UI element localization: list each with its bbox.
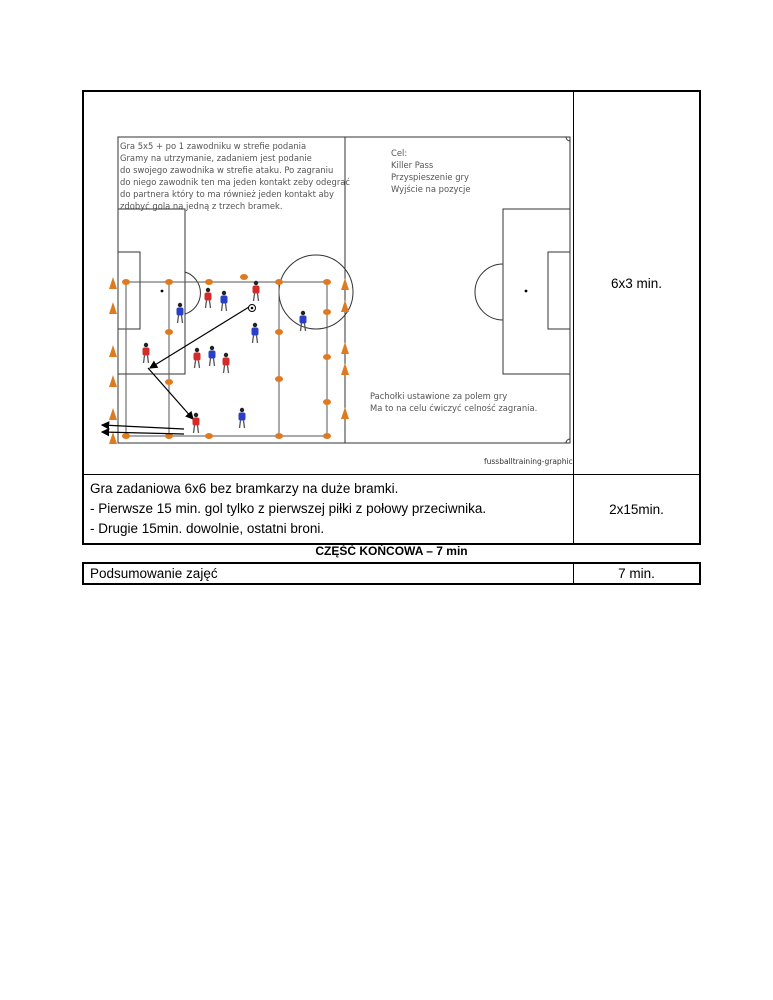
shot-arrow xyxy=(102,432,184,434)
tall-cone xyxy=(109,408,117,420)
pass-arrow xyxy=(148,368,193,419)
cone xyxy=(122,279,130,285)
tall-cone xyxy=(109,345,117,357)
ball-icon xyxy=(249,305,256,312)
player-red xyxy=(194,348,201,368)
cone xyxy=(240,274,248,280)
drill-diagram-cell xyxy=(84,92,574,474)
left-goal-area xyxy=(118,252,140,329)
pitch-svg xyxy=(84,92,573,473)
right-penalty-area xyxy=(503,209,570,374)
tall-cone xyxy=(341,278,349,290)
cone xyxy=(275,329,283,335)
tall-cone xyxy=(341,407,349,419)
cone xyxy=(165,329,173,335)
attack-zone xyxy=(279,282,327,436)
player-blue xyxy=(239,408,246,428)
pass-arrows xyxy=(102,307,249,434)
cone xyxy=(275,376,283,382)
drill-goals: Cel: Killer Pass Przyspieszenie gry Wyjście na pozycje xyxy=(391,148,471,194)
right-goal-area xyxy=(548,252,570,329)
cone xyxy=(205,279,213,285)
cone xyxy=(275,279,283,285)
player-red xyxy=(193,413,200,433)
player-blue xyxy=(209,346,216,366)
player-blue xyxy=(221,291,228,311)
game-line: - Drugie 15min. dowolnie, ostatni broni. xyxy=(90,521,325,536)
cone xyxy=(122,433,130,439)
drill-table xyxy=(82,90,701,545)
cone xyxy=(323,309,331,315)
tall-cone xyxy=(341,363,349,375)
cone xyxy=(323,399,331,405)
left-penalty-area xyxy=(118,209,185,374)
cone xyxy=(323,354,331,360)
drill-duration: 6x3 min. xyxy=(610,275,663,291)
tall-cone xyxy=(109,375,117,387)
cone xyxy=(165,279,173,285)
drill-row xyxy=(84,92,699,475)
cone xyxy=(323,279,331,285)
shot-arrow xyxy=(102,425,184,429)
game-description xyxy=(84,475,574,543)
left-penalty-arc xyxy=(185,272,200,314)
diagram-credit: fussballtraining-graphic xyxy=(484,457,573,466)
tall-cone xyxy=(109,432,117,444)
corner-arc-tr xyxy=(566,137,570,141)
cone xyxy=(323,433,331,439)
player-blue xyxy=(177,303,184,323)
tall-cone xyxy=(109,302,117,314)
summary-label: Podsumowanie zajęć xyxy=(84,564,574,583)
corner-arc-br xyxy=(566,439,570,443)
drill-note: Pachołki ustawione za polem gry Ma to na celu ćwiczyć celność zagrania. xyxy=(370,391,538,413)
summary-table xyxy=(82,562,701,585)
game-line: - Pierwsze 15 min. gol tylko z pierwszej piłki z połowy przeciwnika. xyxy=(90,501,487,516)
right-penalty-arc xyxy=(475,264,503,320)
cone xyxy=(165,379,173,385)
player-red xyxy=(253,281,260,301)
game-duration: 2x15min. xyxy=(609,501,664,517)
drill-instructions: Gra 5x5 + po 1 zawodniku w strefie podania Gramy na utrzymanie, zadaniem jest podanie do swojego zawodnika w strefie ataku. Po zagraniu do niego zawodnik ten ma jeden kontakt zeby odegrać do partnera który to ma również jeden kontakt aby zdobyć gola na jedną z trzech bramek. xyxy=(120,141,351,211)
game-line: Gra zadaniowa 6x6 bez bramkarzy na duże bramki. xyxy=(90,481,399,496)
cone xyxy=(275,433,283,439)
player-blue xyxy=(300,311,307,331)
player-red xyxy=(205,288,212,308)
tall-cone xyxy=(109,277,117,289)
player-red xyxy=(143,343,150,363)
center-circle xyxy=(279,255,353,329)
left-penalty-spot xyxy=(161,290,164,293)
game-row xyxy=(84,475,699,543)
pitch-diagram xyxy=(84,92,573,474)
summary-duration: 7 min. xyxy=(618,566,655,581)
tall-cone xyxy=(341,300,349,312)
player-blue xyxy=(252,323,259,343)
player-red xyxy=(223,353,230,373)
right-penalty-spot xyxy=(525,290,528,293)
cone xyxy=(205,433,213,439)
section-heading: CZĘŚĆ KOŃCOWA – 7 min xyxy=(315,544,468,558)
tall-cone xyxy=(341,342,349,354)
